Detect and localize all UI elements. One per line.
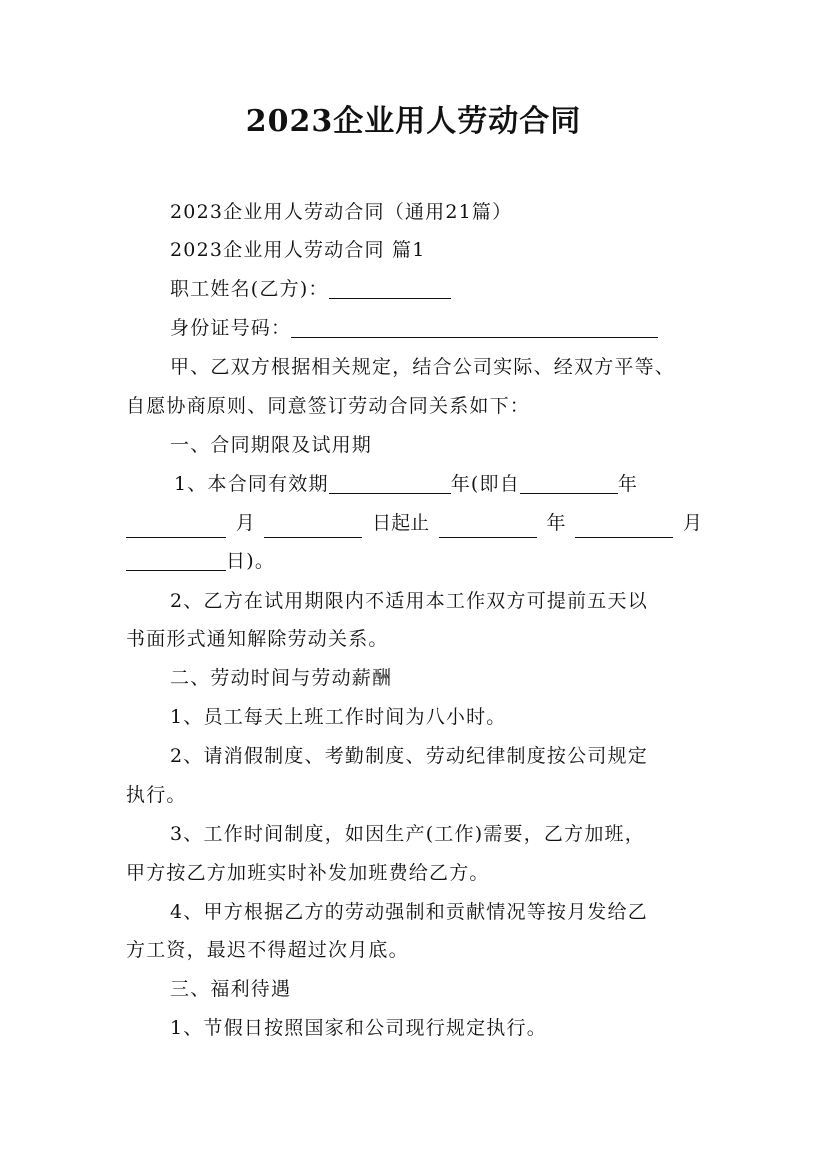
clause3-1: 1、节假日按照国家和公司现行规定执行。 bbox=[170, 1017, 547, 1039]
id-number-blank bbox=[291, 315, 658, 338]
section2-heading: 二、劳动时间与劳动薪酬 bbox=[170, 667, 393, 689]
employee-name-row bbox=[170, 274, 451, 304]
intro-line-2: 自愿协商原则、同意签订劳动合同关系如下： bbox=[126, 395, 531, 417]
clause1-1-year3: 年 bbox=[546, 512, 566, 534]
end-month-blank bbox=[575, 515, 673, 538]
clause1-1-year: 年(即自 bbox=[450, 473, 520, 495]
start-day-blank bbox=[264, 515, 362, 538]
section1-heading: 一、合同期限及试用期 bbox=[170, 434, 373, 456]
chapter-heading: 2023企业用人劳动合同 篇1 bbox=[170, 239, 426, 261]
clause2-4-line1: 4、甲方根据乙方的劳动强制和贡献情况等按月发给乙 bbox=[170, 901, 648, 923]
clause1-1-prefix: 1、本合同有效期 bbox=[174, 473, 329, 495]
intro-line-1: 甲、乙双方根据相关规定，结合公司实际、经双方平等、 bbox=[170, 356, 676, 378]
employee-name-label: 职工姓名(乙方)： bbox=[170, 278, 329, 300]
clause1-1-line1 bbox=[174, 469, 638, 499]
clause2-2-line1: 2、请消假制度、考勤制度、劳动纪律制度按公司规定 bbox=[170, 745, 648, 767]
clause2-1: 1、员工每天上班工作时间为八小时。 bbox=[170, 706, 507, 728]
clause1-1-month: 月 bbox=[235, 512, 255, 534]
clause2-4-line2: 方工资，最迟不得超过次月底。 bbox=[126, 939, 409, 961]
end-year-blank bbox=[439, 515, 537, 538]
end-day-blank bbox=[126, 548, 226, 571]
document-title: 2023企业用人劳动合同 bbox=[245, 104, 582, 139]
clause1-1-line2 bbox=[126, 508, 702, 538]
id-number-label: 身份证号码： bbox=[170, 317, 292, 339]
clause1-2-line1: 2、乙方在试用期限内不适用本工作双方可提前五天以 bbox=[170, 590, 648, 612]
clause1-1-month2: 月 bbox=[682, 512, 702, 534]
clause1-1-end: 日)。 bbox=[226, 550, 276, 572]
section3-heading: 三、福利待遇 bbox=[170, 978, 292, 1000]
start-year-blank bbox=[520, 471, 618, 494]
clause2-3-line2: 甲方按乙方加班实时补发加班费给乙方。 bbox=[126, 862, 490, 884]
id-number-row bbox=[170, 313, 658, 343]
clause1-1-line3 bbox=[126, 546, 275, 576]
employee-name-blank bbox=[329, 276, 451, 299]
document-subtitle: 2023企业用人劳动合同（通用21篇） bbox=[170, 201, 513, 223]
validity-period-blank bbox=[329, 471, 451, 494]
clause1-1-day-from: 日起止 bbox=[372, 512, 430, 534]
clause1-2-line2: 书面形式通知解除劳动关系。 bbox=[126, 628, 389, 650]
clause2-3-line1: 3、工作时间制度，如因生产(工作)需要，乙方加班， bbox=[170, 823, 645, 845]
clause2-2-line2: 执行。 bbox=[126, 784, 187, 806]
start-month-blank bbox=[126, 515, 226, 538]
clause1-1-year2: 年 bbox=[617, 473, 639, 495]
